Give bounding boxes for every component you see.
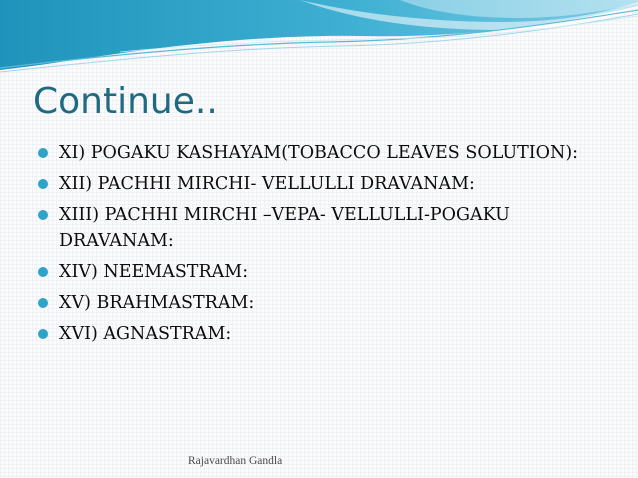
bullet-dot-icon — [38, 179, 48, 189]
header-wave-decoration — [0, 0, 638, 80]
bullet-dot-icon — [38, 267, 48, 277]
bullet-dot-icon — [38, 210, 48, 220]
bullet-dot-icon — [38, 329, 48, 339]
bullet-text: XV) BRAHMASTRAM: — [59, 293, 255, 313]
bullet-text: XIV) NEEMASTRAM: — [59, 262, 249, 282]
list-item — [38, 140, 618, 166]
bullet-dot-icon — [38, 298, 48, 308]
list-item — [38, 321, 618, 347]
list-item — [38, 171, 618, 197]
list-item — [38, 202, 618, 254]
bullet-text: XII) PACHHI MIRCHI- VELLULLI DRAVANAM: — [59, 174, 475, 194]
list-item — [38, 290, 618, 316]
footer-author: Rajavardhan Gandla — [188, 455, 283, 467]
slide-title: Continue.. — [33, 81, 218, 122]
bullet-list — [38, 140, 618, 352]
bullet-text: XVI) AGNASTRAM: — [59, 324, 232, 344]
bullet-dot-icon — [38, 148, 48, 158]
list-item — [38, 259, 618, 285]
bullet-text: XI) POGAKU KASHAYAM(TOBACCO LEAVES SOLUTION): — [59, 143, 579, 163]
bullet-text: XIII) PACHHI MIRCHI –VEPA- VELLULLI-POGAKU DRAVANAM: — [59, 205, 510, 251]
